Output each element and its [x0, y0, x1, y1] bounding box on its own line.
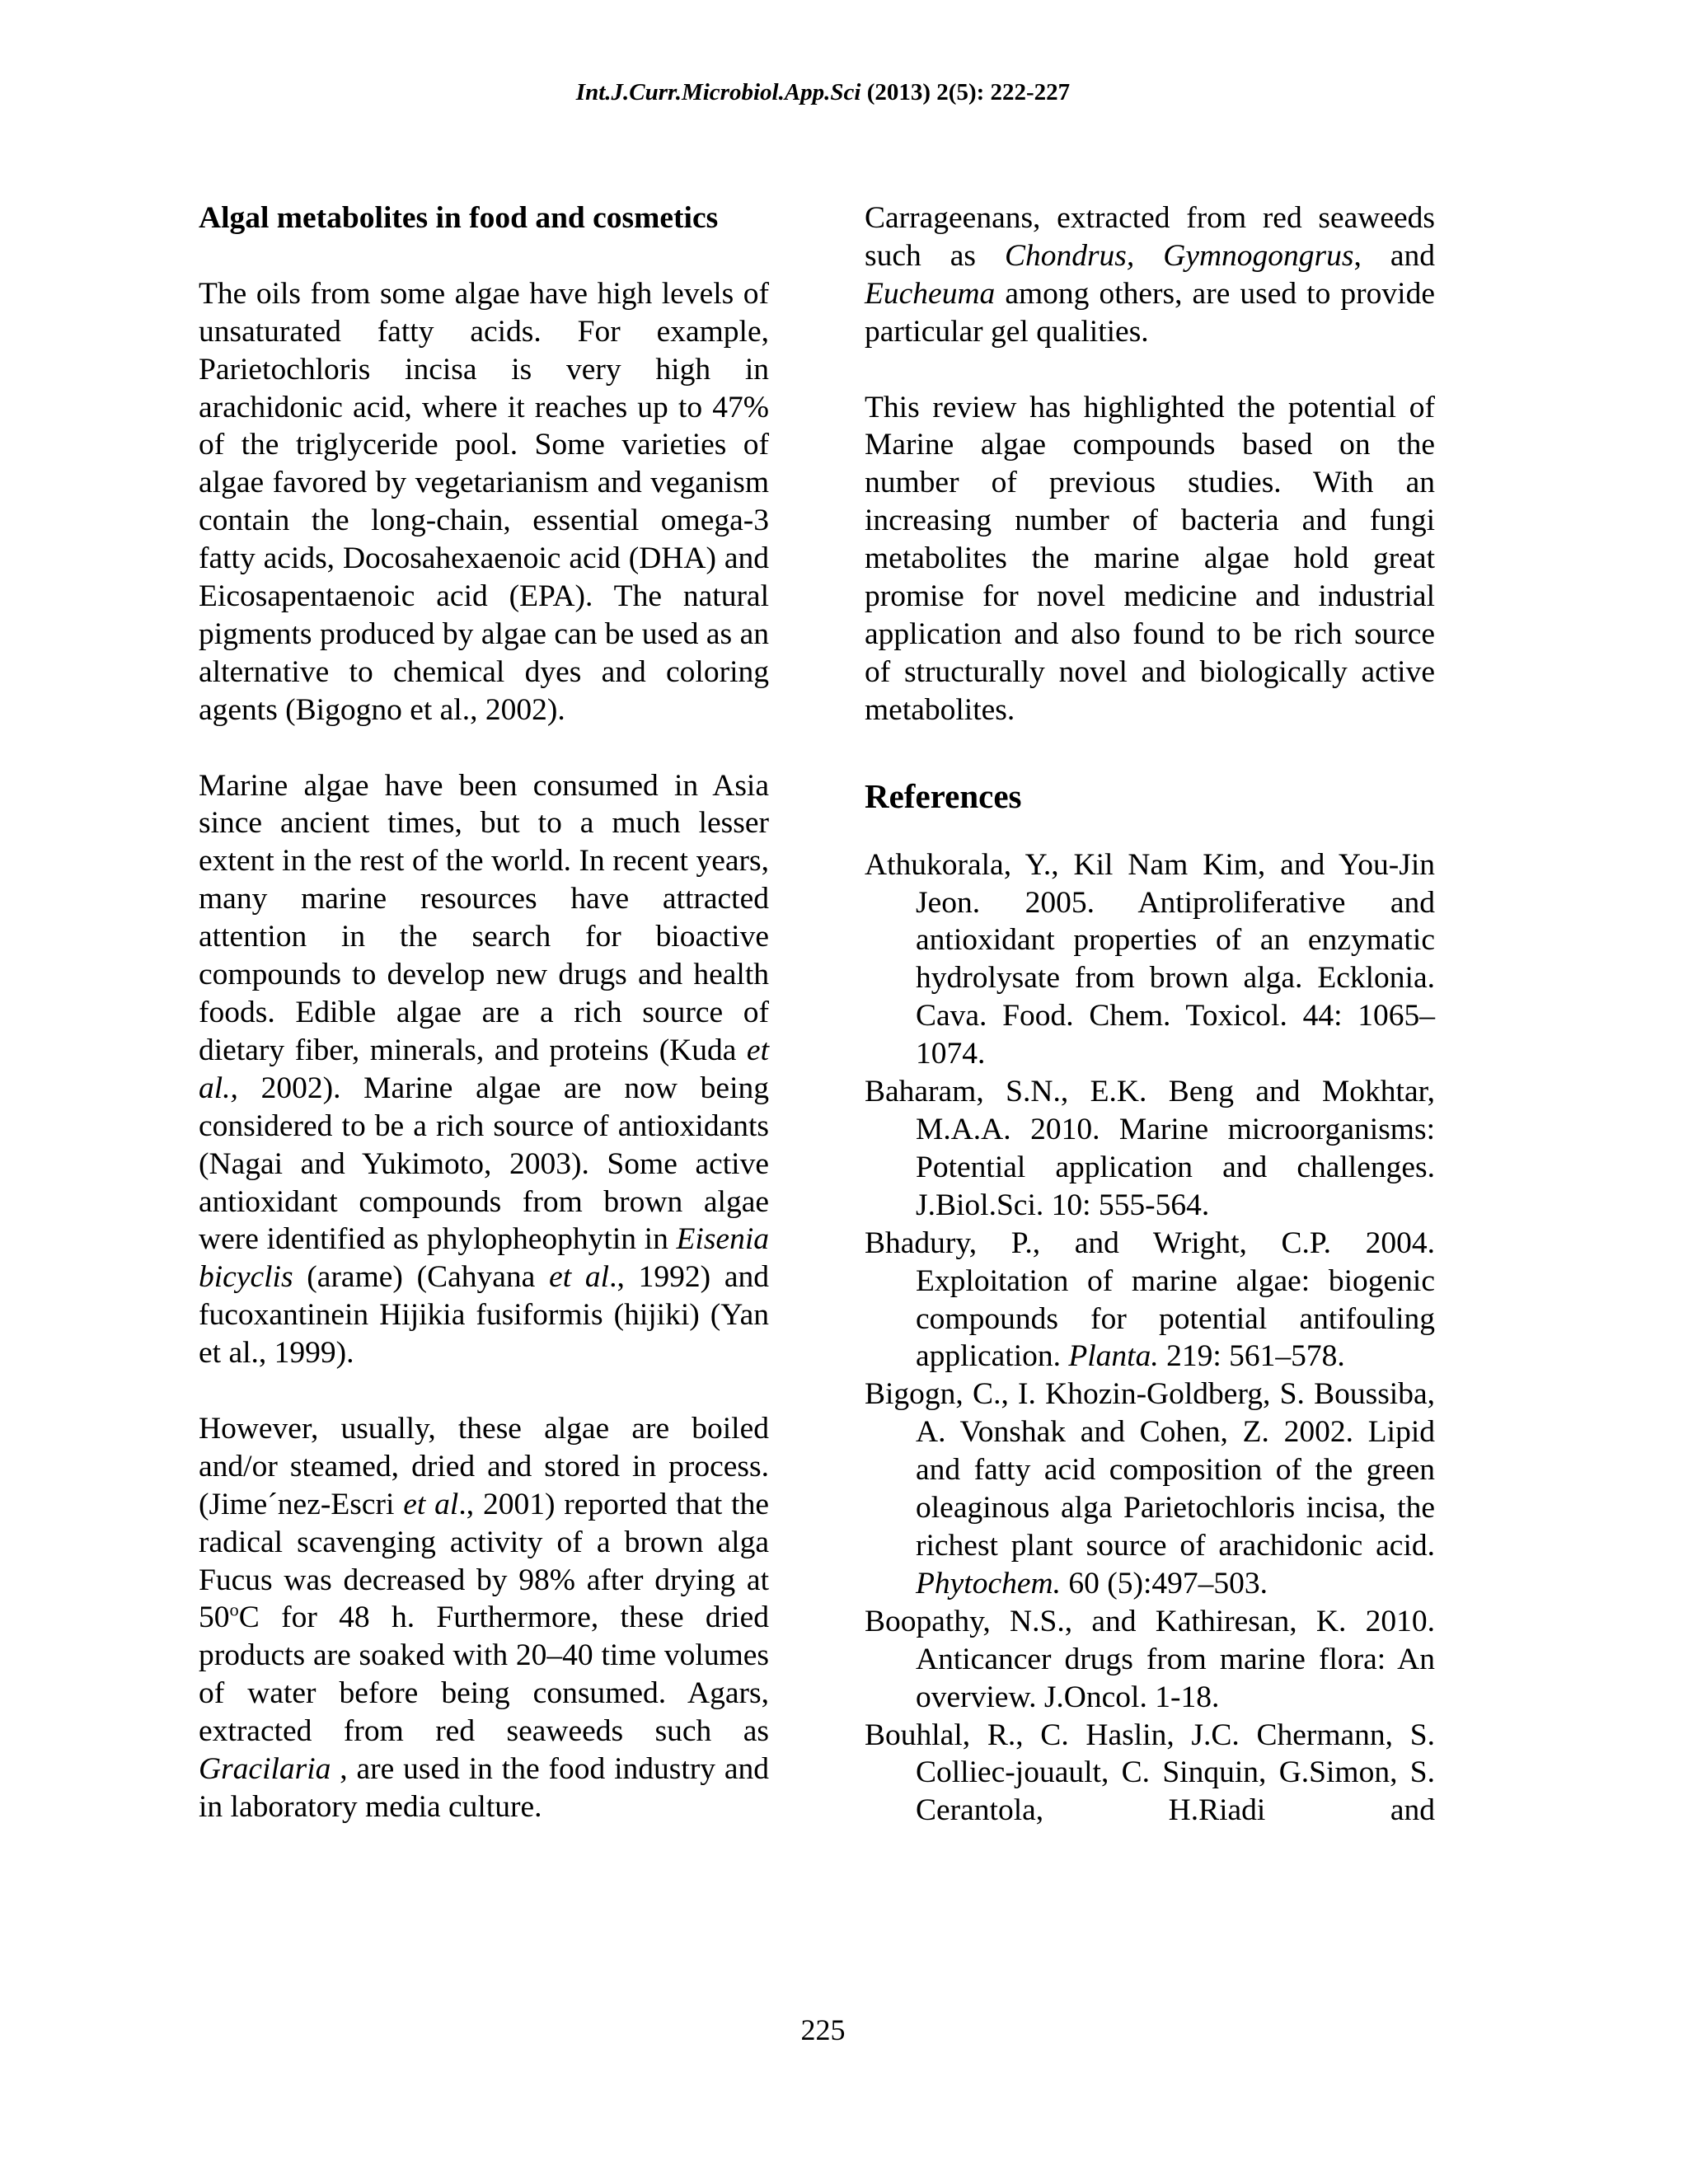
journal-header: [0, 76, 1646, 109]
reference-bouhlal: Bouhlal, R., C. Haslin, J.C. Chermann, S. Colliec-jouault, C. Sinquin, G.Simon, S. Cerantola, H.Riadi and: [865, 1718, 1435, 1828]
section-title: Algal metabolites in food and cosmetics: [199, 201, 719, 235]
right-column: [865, 199, 1435, 1830]
reference-baharam: Baharam, S.N., E.K. Beng and Mokhtar, M.A.A. 2010. Marine microorganisms: Potential application and challenges. J.Biol.Sci. 10: 555-564.: [865, 1075, 1435, 1222]
reference-athukorala: Athukorala, Y., Kil Nam Kim, and You-Jin Jeon. 2005. Antiproliferative and antioxidant properties of an enzymatic hydrolysate from brown alga. Ecklonia. Cava. Food. Chem. Toxicol. 44: 1065–1074.: [865, 847, 1435, 1071]
page-number: 225: [800, 2013, 846, 2046]
left-column: [199, 199, 769, 1826]
paragraph-review-summary: This review has highlighted the potential of Marine algae compounds based on the number of previous studies. With an increasing number of bacteria and fungi metabolites the marine algae hold great promise for novel medicine and industrial application and also found to be rich source of structurally novel and biologically active metabolites.: [865, 390, 1435, 727]
journal-name: Int.J.Curr.Microbiol.App.Sci: [575, 79, 861, 105]
paragraph-carrageenans: Carrageenans, extracted from red seaweeds such as Chondrus, Gymnogongrus, and Eucheuma among others, are used to provide particular gel qualities.: [865, 201, 1435, 349]
references-heading: References: [865, 776, 1022, 815]
reference-bigogn: Bigogn, C., I. Khozin-Goldberg, S. Boussiba, A. Vonshak and Cohen, Z. 2002. Lipid and fatty acid composition of the green oleaginous alga Parietochloris incisa, the richest plant source of arachidonic acid. Phytochem. 60 (5):497–503.: [865, 1377, 1435, 1601]
journal-issue: (2013) 2(5): 222-227: [860, 79, 1071, 105]
reference-boopathy: Boopathy, N.S., and Kathiresan, K. 2010. Anticancer drugs from marine flora: An overview. J.Oncol. 1-18.: [865, 1604, 1435, 1714]
reference-bhadury: Bhadury, P., and Wright, C.P. 2004. Exploitation of marine algae: biogenic compounds for potential antifouling application. Planta. 219: 561–578.: [865, 1226, 1435, 1374]
paragraph-processing: However, usually, these algae are boiled and/or steamed, dried and stored in process. (Jime´nez-Escri et al., 2001) reported that the radical scavenging activity of a brown alga Fucus was decreased by 98% after drying at 50$^o$C for 48 h. Furthermore, these dried products are soaked with 20–40 time volumes of water before being consumed. Agars, extracted from red seaweeds such as Gracilaria , are used in the food industry and in laboratory media culture.: [199, 1411, 769, 1825]
paragraph-marine-algae: Marine algae have been consumed in Asia since ancient times, but to a much lesser extent in the rest of the world. In recent years, many marine resources have attracted attention in the search for bioactive compounds to develop new drugs and health foods. Edible algae are a rich source of dietary fiber, minerals, and proteins (Kuda et al., 2002). Marine algae are now being considered to be a rich source of antioxidants (Nagai and Yukimoto, 2003). Some active antioxidant compounds from brown algae were identified as phylopheophytin in Eisenia bicyclis (arame) (Cahyana et al., 1992) and fucoxantinein Hijikia fusiformis (hijiki) (Yan et al., 1999).: [199, 768, 770, 1371]
paragraph-oils: The oils from some algae have high levels of unsaturated fatty acids. For example, Parietochloris incisa is very high in arachidonic acid, where it reaches up to 47% of the triglyceride pool. Some varieties of algae favored by vegetarianism and veganism contain the long-chain, essential omega-3 fatty acids, Docosahexaenoic acid (DHA) and Eicosapentaenoic acid (EPA). The natural pigments produced by algae can be used as an alternative to chemical dyes and coloring agents (Bigogno et al., 2002).: [199, 276, 769, 727]
